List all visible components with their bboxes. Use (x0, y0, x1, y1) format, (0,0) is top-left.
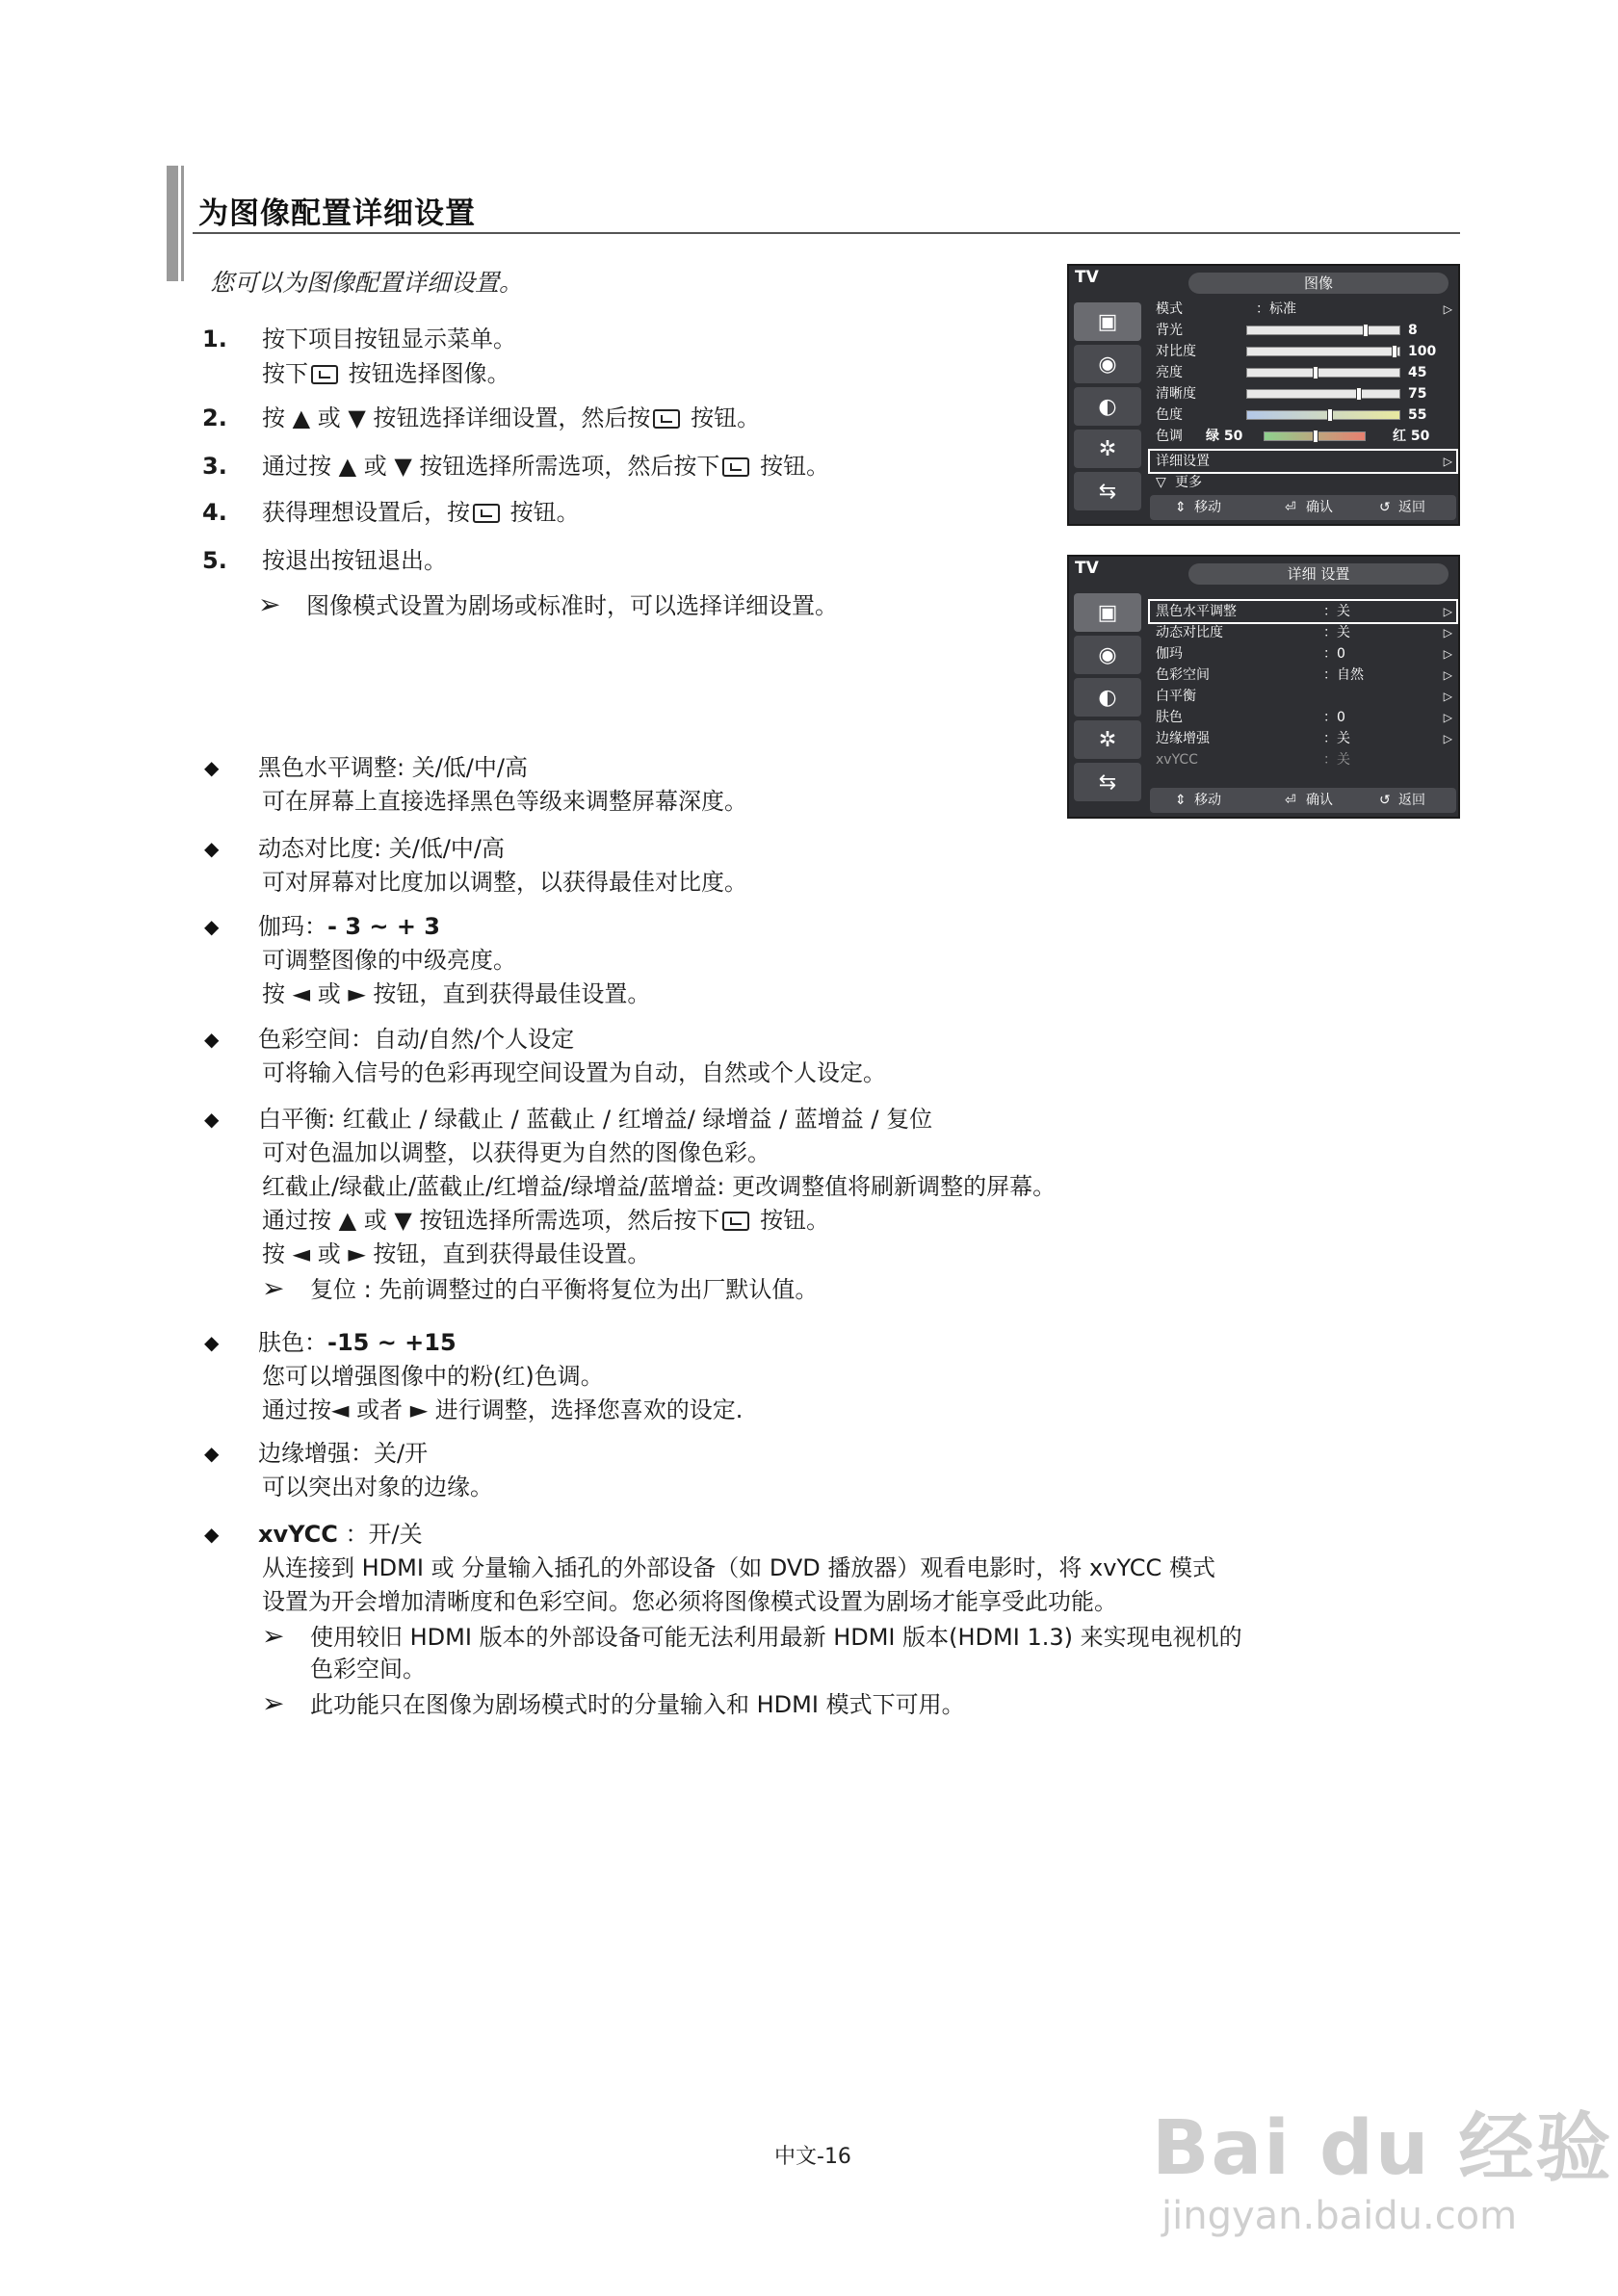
enter-icon (473, 504, 500, 523)
osd-row-label: 对比度 (1156, 344, 1196, 359)
page-title: 为图像配置详细设置 (198, 196, 476, 231)
slider-track[interactable] (1246, 326, 1400, 335)
section-bar (167, 166, 178, 281)
slider-knob[interactable] (1363, 324, 1369, 337)
bullet-heading: 伽玛： (258, 913, 327, 940)
osd-row-value: 45 (1408, 365, 1427, 380)
note-arrow-icon: ➢ (258, 588, 281, 620)
osd-row-tint[interactable] (1150, 426, 1456, 447)
enter-icon: ⏎ (1285, 500, 1296, 515)
osd-row-slider[interactable] (1150, 320, 1456, 341)
osd-row-slider[interactable] (1150, 341, 1456, 362)
page-subtitle: 您可以为图像配置详细设置。 (210, 269, 524, 297)
slider-track[interactable] (1246, 368, 1400, 378)
bullet-text: 可对屏幕对比度加以调整，以获得最佳对比度。 (262, 869, 747, 896)
step-text: 按钮。 (683, 404, 761, 431)
diamond-icon: ◆ (204, 837, 220, 860)
chevron-right-icon: ▷ (1443, 455, 1452, 468)
osd-row-value: 75 (1408, 386, 1427, 402)
osd-picture-menu (1067, 264, 1460, 526)
title-divider (193, 232, 1460, 234)
osd-row[interactable] (1150, 686, 1456, 707)
bullet-text: 按钮。 (752, 1207, 830, 1234)
sound-icon[interactable]: ◉ (1074, 345, 1141, 383)
chevron-right-icon: ▷ (1443, 626, 1452, 639)
osd-row-label: 详细设置 (1156, 454, 1210, 469)
note-text: 图像模式设置为剧场或标准时，可以选择详细设置。 (306, 592, 838, 619)
osd-row-detail-settings[interactable] (1150, 451, 1456, 472)
osd-sidebar (1074, 593, 1145, 805)
osd-row-value: ：关 (1323, 731, 1350, 746)
slider-track[interactable] (1246, 347, 1400, 356)
osd-row-slider[interactable] (1150, 383, 1456, 404)
diamond-icon: ◆ (204, 1523, 220, 1546)
osd-row[interactable] (1150, 622, 1456, 643)
osd-row (1150, 749, 1456, 770)
return-icon: ↺ (1379, 793, 1391, 808)
note-text: 此功能只在图像为剧场模式时的分量输入和 HDMI 模式下可用。 (310, 1691, 965, 1718)
osd-row-slider[interactable] (1150, 362, 1456, 383)
osd-row-label: 清晰度 (1156, 386, 1196, 402)
osd-row-label: 色度 (1156, 407, 1183, 423)
osd-row[interactable] (1150, 728, 1456, 749)
bullet-text: 可以突出对象的边缘。 (262, 1474, 493, 1500)
step-text: 按下项目按钮显示菜单。 (262, 326, 516, 352)
osd-tv-tag: TV (1075, 268, 1099, 287)
step-text: 按钮。 (752, 453, 830, 480)
osd-row-more[interactable] (1150, 472, 1456, 493)
step-number: 2. (202, 404, 227, 431)
enter-icon: ⏎ (1285, 793, 1296, 808)
osd-row[interactable] (1150, 643, 1456, 665)
step-number: 5. (202, 547, 227, 574)
tint-track[interactable] (1264, 431, 1366, 441)
note-arrow-icon: ➢ (262, 1272, 285, 1304)
osd-header: 详细 设置 (1188, 563, 1448, 585)
chevron-right-icon: ▷ (1443, 711, 1452, 724)
chevron-right-icon: ▷ (1443, 302, 1452, 316)
note-text: 复位 : 先前调整过的白平衡将复位为出厂默认值。 (310, 1276, 819, 1303)
osd-row-label: 肤色 (1156, 710, 1183, 725)
step-text: 通过按 ▲ 或 ▼ 按钮选择所需选项，然后按下 (262, 453, 720, 480)
channel-icon[interactable]: ◐ (1074, 678, 1141, 717)
osd-row-value: ：关 (1323, 625, 1350, 640)
bullet-text: 按 ◄ 或 ► 按钮，直到获得最佳设置。 (262, 980, 651, 1007)
footer-back: 返回 (1398, 793, 1425, 808)
note-text: 色彩空间。 (310, 1656, 426, 1683)
chevron-right-icon: ▷ (1443, 690, 1452, 703)
osd-row-label: 白平衡 (1156, 689, 1196, 704)
osd-row-label: 背光 (1156, 323, 1183, 338)
osd-row[interactable] (1150, 601, 1456, 622)
osd-row-label: 模式 (1156, 301, 1183, 317)
updown-icon: ⇕ (1175, 500, 1187, 515)
enter-icon (311, 365, 338, 384)
picture-icon[interactable]: ▣ (1074, 302, 1141, 341)
slider-track[interactable] (1246, 389, 1400, 399)
bullet-text: 设置为开会增加清晰度和色彩空间。您必须将图像模式设置为剧场才能享受此功能。 (262, 1588, 1117, 1615)
osd-footer (1150, 495, 1456, 520)
step-number: 4. (202, 499, 227, 526)
step-text: 按钮。 (503, 499, 580, 526)
bullet-text: 可对色温加以调整，以获得更为自然的图像色彩。 (262, 1139, 770, 1166)
step-text: 按退出按钮退出。 (262, 547, 447, 574)
diamond-icon: ◆ (204, 1108, 220, 1131)
osd-row-value: ：0 (1323, 710, 1345, 725)
osd-footer (1150, 788, 1456, 813)
osd-header: 图像 (1188, 273, 1448, 294)
bullet-heading: 色彩空间：自动/自然/个人设定 (258, 1026, 575, 1053)
return-icon: ↺ (1379, 500, 1391, 515)
chevron-right-icon: ▷ (1443, 605, 1452, 618)
note-arrow-icon: ➢ (262, 1687, 285, 1719)
osd-row-label: 伽玛 (1156, 646, 1183, 662)
enter-icon (653, 409, 680, 429)
setup-icon[interactable]: ✲ (1074, 430, 1141, 468)
slider-knob[interactable] (1356, 387, 1362, 401)
diamond-icon: ◆ (204, 915, 220, 938)
footer-ok: 确认 (1306, 500, 1333, 515)
osd-row-value: ：0 (1323, 646, 1345, 662)
chevron-down-icon: ▽ (1156, 475, 1166, 490)
footer-ok: 确认 (1306, 793, 1333, 808)
bullet-text: 您可以增强图像中的粉(红)色调。 (262, 1363, 604, 1390)
slider-knob[interactable] (1327, 408, 1333, 422)
chevron-right-icon: ▷ (1443, 732, 1452, 745)
footer-move: 移动 (1194, 793, 1221, 808)
step-text: 按 ▲ 或 ▼ 按钮选择详细设置，然后按 (262, 404, 651, 431)
osd-row-label: 更多 (1175, 475, 1202, 490)
channel-icon[interactable]: ◐ (1074, 387, 1141, 426)
step-number: 1. (202, 326, 227, 352)
diamond-icon: ◆ (204, 1331, 220, 1354)
step-note (258, 587, 838, 623)
step-text: 按下 (262, 360, 308, 387)
bullet-text: 可将输入信号的色彩再现空间设置为自动，自然或个人设定。 (262, 1059, 886, 1086)
osd-sidebar (1074, 302, 1145, 514)
step-text: 获得理想设置后，按 (262, 499, 470, 526)
bullet-text: 可调整图像的中级亮度。 (262, 947, 516, 974)
osd-row-value: ：自然 (1323, 667, 1364, 683)
slider-knob[interactable] (1313, 430, 1318, 443)
bullet-heading: 动态对比度: 关/低/中/高 (258, 835, 505, 862)
bullet-text: 按 ◄ 或 ► 按钮，直到获得最佳设置。 (262, 1240, 651, 1267)
tint-green-value: 绿 50 (1206, 429, 1243, 444)
bullet-heading: xvYCC (258, 1521, 338, 1548)
chevron-right-icon: ▷ (1443, 647, 1452, 661)
footer-back: 返回 (1398, 500, 1425, 515)
updown-icon: ⇕ (1175, 793, 1187, 808)
input-icon[interactable]: ⇆ (1074, 763, 1141, 801)
osd-row[interactable] (1150, 665, 1456, 686)
setup-icon[interactable]: ✲ (1074, 720, 1141, 759)
bullet-text: 通过按 ▲ 或 ▼ 按钮选择所需选项，然后按下 (262, 1207, 720, 1234)
osd-row-value: ：标准 (1256, 301, 1296, 317)
bullet-heading: 肤色： (258, 1329, 327, 1356)
osd-row-label: xvYCC (1156, 752, 1198, 768)
sound-icon[interactable]: ◉ (1074, 636, 1141, 674)
section-bar-thin (181, 166, 184, 281)
enter-icon (722, 1212, 749, 1231)
chevron-right-icon: ▷ (1443, 668, 1452, 682)
slider-knob[interactable] (1313, 366, 1318, 379)
picture-icon[interactable]: ▣ (1074, 593, 1141, 632)
osd-row-value: ：关 (1323, 604, 1350, 619)
bullet-text: 可在屏幕上直接选择黑色等级来调整屏幕深度。 (262, 788, 747, 815)
osd-tv-tag: TV (1075, 559, 1099, 578)
bullet-heading: 黑色水平调整: 关/低/中/高 (258, 754, 528, 781)
note-arrow-icon: ➢ (262, 1620, 285, 1652)
bullet-range: -15 ~ +15 (327, 1329, 457, 1356)
bullet-range: - 3 ~ + 3 (327, 913, 440, 940)
step-number: 3. (202, 453, 227, 480)
enter-icon (722, 457, 749, 477)
bullet-heading: 边缘增强：关/开 (258, 1440, 429, 1467)
step-text: 按钮选择图像。 (341, 360, 510, 387)
diamond-icon: ◆ (204, 1028, 220, 1051)
osd-detail-menu (1067, 555, 1460, 819)
bullet-heading-options: ：开/关 (337, 1521, 423, 1548)
osd-row-value: ：关 (1323, 752, 1350, 768)
diamond-icon: ◆ (204, 1442, 220, 1465)
osd-row-value: 100 (1408, 344, 1437, 359)
osd-row-label: 亮度 (1156, 365, 1183, 380)
bullet-text: 通过按◄ 或者 ► 进行调整，选择您喜欢的设定. (262, 1396, 744, 1423)
bullet-text: 红截止/绿截止/蓝截止/红增益/绿增益/蓝增益: 更改调整值将刷新调整的屏幕。 (262, 1173, 1057, 1200)
osd-row-value: 8 (1408, 323, 1418, 338)
bullet-heading: 白平衡: 红截止 / 绿截止 / 蓝截止 / 红增益/ 绿增益 / 蓝增益 / 复位 (258, 1106, 933, 1133)
watermark-logo: Bai du 经验 (1152, 2105, 1613, 2192)
diamond-icon: ◆ (204, 756, 220, 779)
osd-row-label: 动态对比度 (1156, 625, 1223, 640)
osd-row-label: 黑色水平调整 (1156, 604, 1237, 619)
tint-red-value: 红 50 (1393, 429, 1430, 444)
osd-row-label: 边缘增强 (1156, 731, 1210, 746)
slider-knob[interactable] (1392, 345, 1397, 358)
watermark-url: jingyan.baidu.com (1161, 2194, 1518, 2238)
bullet-text: 从连接到 HDMI 或 分量输入插孔的外部设备（如 DVD 播放器）观看电影时，将 xvYCC 模式 (262, 1554, 1215, 1581)
footer-move: 移动 (1194, 500, 1221, 515)
osd-row-value: 55 (1408, 407, 1427, 423)
osd-row-label: 色调 (1156, 429, 1183, 444)
osd-row[interactable] (1150, 707, 1456, 728)
input-icon[interactable]: ⇆ (1074, 472, 1141, 510)
osd-row-slider[interactable] (1150, 404, 1456, 426)
osd-row-mode[interactable] (1150, 299, 1456, 320)
page-number: 中文-16 (774, 2145, 851, 2169)
note-text: 使用较旧 HDMI 版本的外部设备可能无法利用最新 HDMI 版本(HDMI 1.3) 来实现电视机的 (310, 1624, 1242, 1651)
osd-row-label: 色彩空间 (1156, 667, 1210, 683)
slider-track[interactable] (1246, 410, 1400, 420)
